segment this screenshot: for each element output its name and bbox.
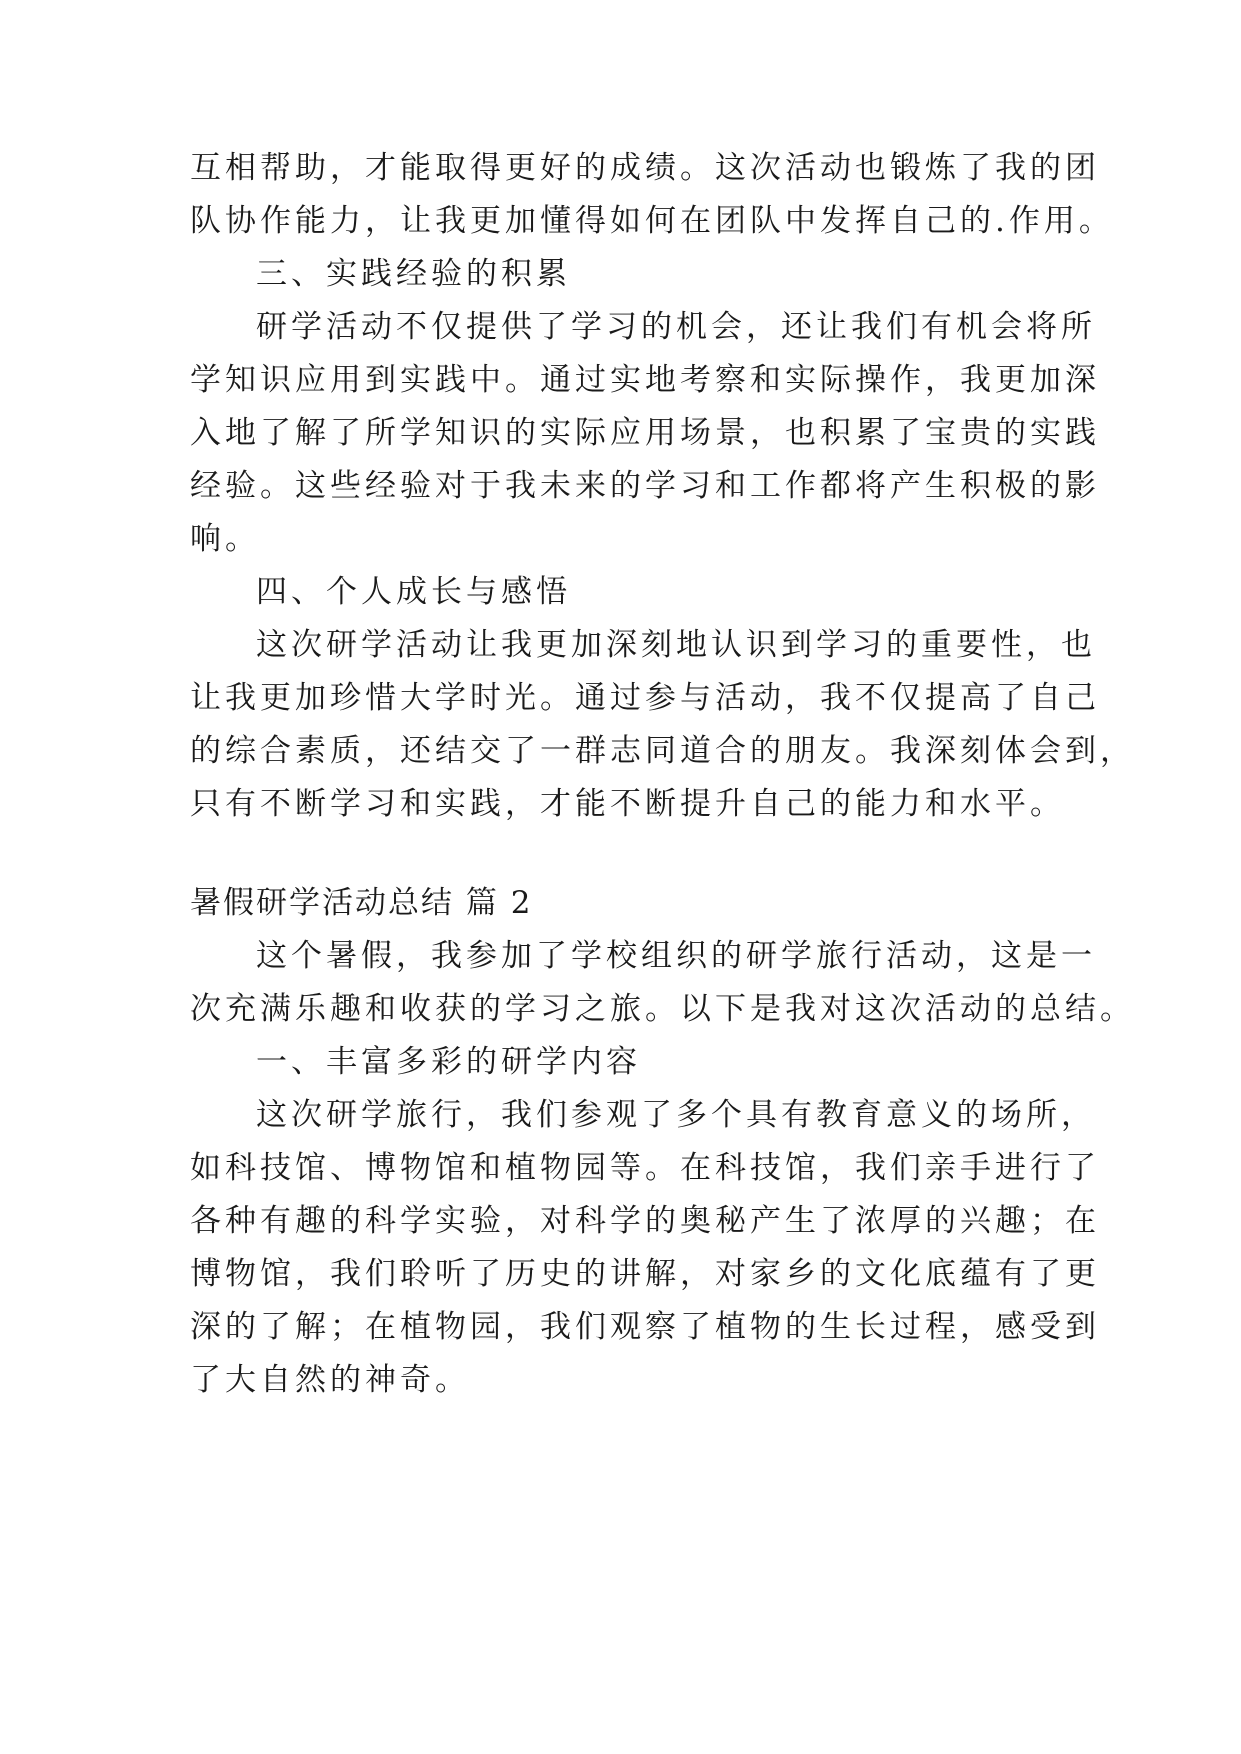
body-line: 学知识应用到实践中。通过实地考察和实际操作，我更加深: [190, 362, 1100, 398]
body-line: 的综合素质，还结交了一群志同道合的朋友。我深刻体会到，: [190, 733, 1135, 769]
body-line: 次充满乐趣和收获的学习之旅。以下是我对这次活动的总结。: [190, 991, 1135, 1027]
body-line: 研学活动不仅提供了学习的机会，还让我们有机会将所: [256, 309, 1096, 345]
body-line: 如科技馆、博物馆和植物园等。在科技馆，我们亲手进行了: [190, 1150, 1100, 1186]
body-line: 让我更加珍惜大学时光。通过参与活动，我不仅提高了自己: [190, 680, 1100, 716]
body-line: 各种有趣的科学实验，对科学的奥秘产生了浓厚的兴趣；在: [190, 1203, 1100, 1239]
body-line: 这次研学活动让我更加深刻地认识到学习的重要性，也: [256, 627, 1096, 663]
article-title: 暑假研学活动总结 篇 2: [190, 885, 533, 921]
body-line: 经验。这些经验对于我未来的学习和工作都将产生积极的影: [190, 468, 1100, 504]
body-line: 博物馆，我们聆听了历史的讲解，对家乡的文化底蕴有了更: [190, 1256, 1100, 1292]
body-line: 只有不断学习和实践，才能不断提升自己的能力和水平。: [190, 786, 1065, 822]
body-line: 入地了解了所学知识的实际应用场景，也积累了宝贵的实践: [190, 415, 1100, 451]
body-line: 响。: [190, 521, 260, 557]
section-heading: 三、实践经验的积累: [256, 256, 571, 292]
body-line: 这次研学旅行，我们参观了多个具有教育意义的场所，: [256, 1097, 1096, 1133]
section-heading: 四、个人成长与感悟: [256, 574, 571, 610]
body-line: 深的了解；在植物园，我们观察了植物的生长过程，感受到: [190, 1309, 1100, 1345]
section-heading: 一、丰富多彩的研学内容: [256, 1044, 641, 1080]
body-line: 这个暑假，我参加了学校组织的研学旅行活动，这是一: [256, 938, 1096, 974]
body-line: 队协作能力，让我更加懂得如何在团队中发挥自己的.作用。: [190, 203, 1114, 239]
body-line: 互相帮助，才能取得更好的成绩。这次活动也锻炼了我的团: [190, 150, 1100, 186]
body-line: 了大自然的神奇。: [190, 1362, 470, 1398]
